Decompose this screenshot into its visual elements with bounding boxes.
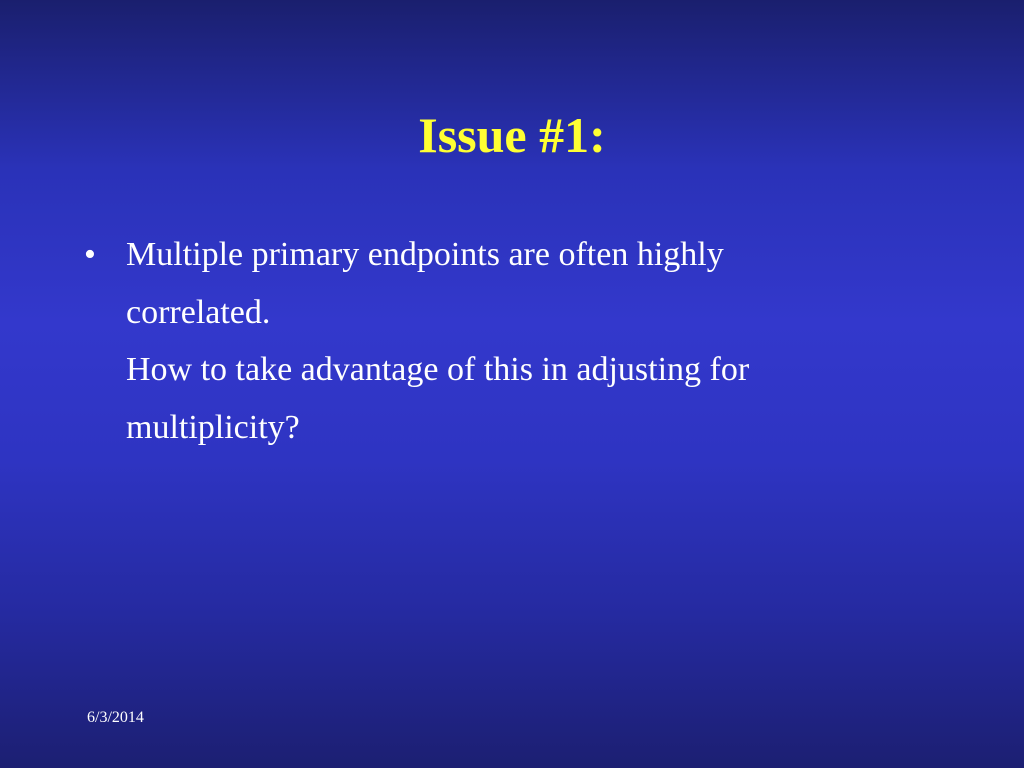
slide-body [84,226,944,456]
bullet-line: correlated. [126,293,271,331]
footer-date: 6/3/2014 [87,709,144,726]
bullet-line: Multiple primary endpoints are often highly [126,236,724,273]
bullet-icon: • [84,236,96,273]
bullet-item [84,226,944,456]
bullet-line: multiplicity? [126,408,300,446]
bullet-text [126,226,749,456]
bullet-line: How to take advantage of this in adjusting for [126,351,750,388]
slide-title: Issue #1: [418,107,606,163]
